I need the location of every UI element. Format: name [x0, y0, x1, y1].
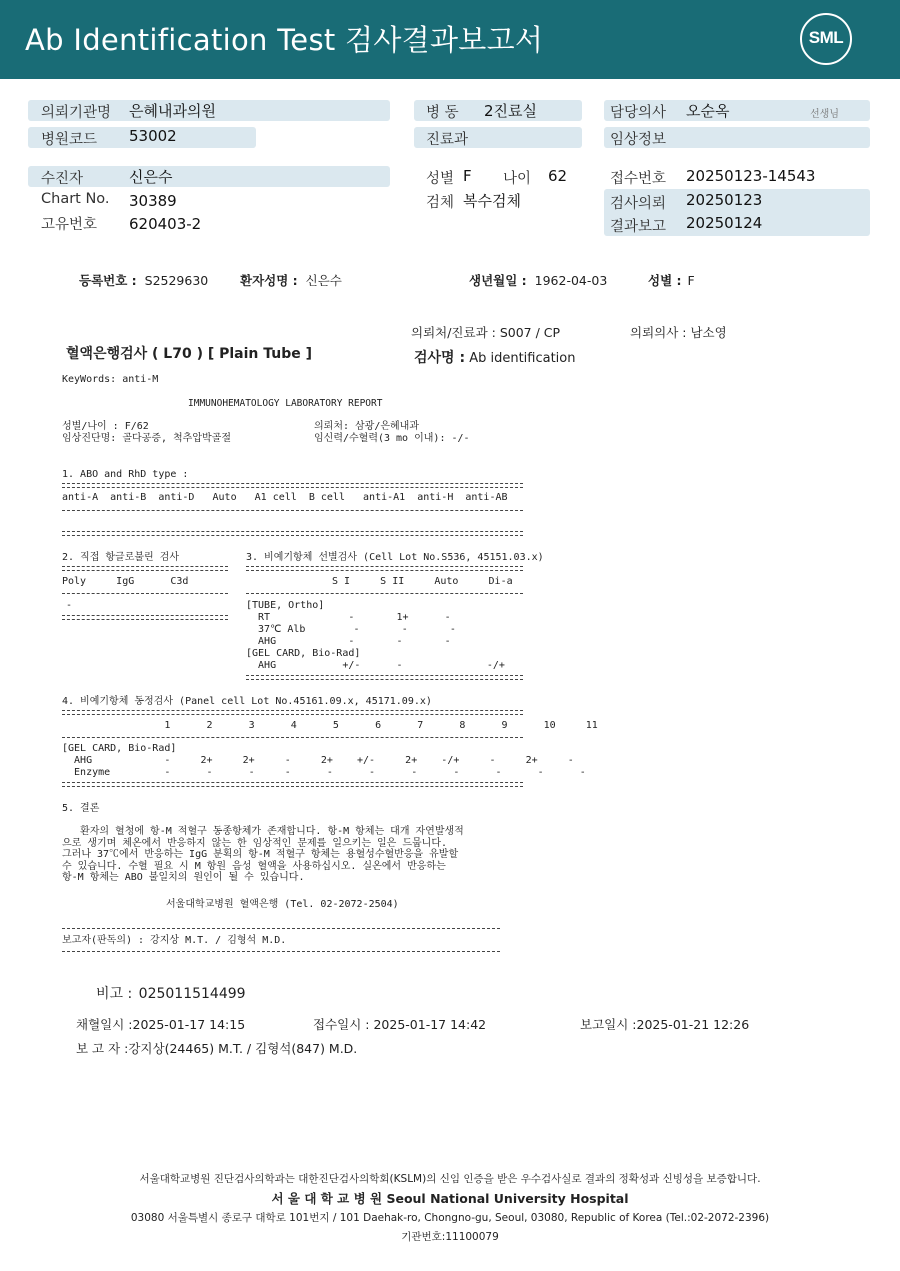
lab-title: IMMUNOHEMATOLOGY LABORATORY REPORT — [188, 398, 383, 409]
collect-label: 채혈일시 : — [76, 1017, 133, 1032]
report-date-value: 20250124 — [686, 214, 763, 232]
report-time-value: 2025-01-21 12:26 — [636, 1017, 750, 1032]
pregnancy: 임신력/수혈력(3 mo 이내): -/- — [314, 433, 470, 444]
result-text: 환자의 혈청에 항-M 적혈구 동종항체가 존재합니다. 항-M 항체는 대개 자연발생적 으로 생기며 체온에서 반응하지 않는 한 임상적인 문제를 일으키는 일은 드뭅니다. 그러나 37℃에서 반응하는 IgG 분획의 항-M 적혈구 항체는 용혈성수혈반응을 유발할 수 있습니다. 수혈 필요 시 M 항원 음성 혈액을 사용하십시오. 실온에서 반응하는 항-M 항체는 ABO 불일치의 원인이 될 수 있습니다. — [62, 826, 464, 883]
receive-value: 2025-01-17 14:42 — [373, 1017, 487, 1032]
report-reporter: 보고자(판독의) : 강지상 M.T. / 김형석 M.D. — [62, 935, 287, 946]
institution-number: 기관번호:11100079 — [401, 1231, 499, 1243]
collect-value: 2025-01-17 14:15 — [132, 1017, 246, 1032]
hospital-code-value: 53002 — [129, 127, 177, 145]
unique-no-label: 고유번호 — [41, 217, 98, 233]
separator — [62, 593, 228, 594]
test-name-label: 검사명 : — [414, 350, 466, 366]
summary-reporter-line — [76, 1039, 357, 1057]
order-doctor: 의뢰의사 : 남소영 — [630, 325, 727, 340]
reg-no-label: 등록번호 : — [79, 273, 137, 288]
sex-label: 성별 — [426, 171, 455, 187]
patient-name-value: 신은수 — [305, 273, 342, 288]
separator — [62, 566, 228, 571]
dat-columns: Poly IgG C3d — [62, 576, 189, 587]
keywords: KeyWords: anti-M — [62, 374, 159, 385]
requester: 의뢰처: 삼광/은혜내과 — [314, 421, 420, 432]
sml-logo — [800, 13, 852, 65]
test-title: 혈액은행검사 ( L70 ) [ Plain Tube ] — [66, 346, 313, 362]
summary-reporter-value: 강지상(24465) M.T. / 김형석(847) M.D. — [128, 1041, 358, 1056]
doctor-suffix: 선생님 — [810, 109, 839, 120]
order-dept: 의뢰처/진료과 : S007 / CP — [411, 325, 561, 340]
receive-label: 접수일시 : — [313, 1017, 370, 1032]
diagnosis: 임상진단명: 골다공증, 척추압박골절 — [62, 433, 231, 444]
result-title: 5. 결론 — [62, 803, 100, 814]
report-title: Ab Identification Test 검사결과보고서 — [25, 23, 544, 57]
reg-sex-line — [648, 271, 695, 289]
receipt-no-label: 접수번호 — [610, 171, 667, 187]
panel-rows: [GEL CARD, Bio-Rad] AHG - 2+ 2+ - 2+ +/- 2+ -/+ - 2+ - Enzyme - - - - - - - - - - - — [62, 743, 586, 778]
note-line — [96, 983, 246, 1003]
test-name-line — [414, 347, 575, 367]
hospital-address: 03080 서울특별시 종로구 대학로 101번지 / 101 Daehak-ro, Chongno-gu, Seoul, 03080, Republic of Korea (Tel.:02-2072-2396) — [130, 1212, 770, 1224]
unique-no-value: 620403-2 — [129, 215, 202, 233]
receipt-no-value: 20250123-14543 — [686, 167, 816, 185]
request-date-label: 검사의뢰 — [610, 196, 667, 212]
sex-value: F — [463, 167, 472, 185]
separator — [62, 951, 500, 952]
screen-rows: [TUBE, Ortho] RT - 1+ - 37℃ Alb - - - AHG - - - [GEL CARD, Bio-Rad] AHG +/- - -/+ — [246, 600, 505, 671]
abo-title: 1. ABO and RhD type : — [62, 469, 189, 480]
ward-label: 병 동 — [426, 105, 459, 121]
request-date-value: 20250123 — [686, 191, 763, 209]
separator — [62, 928, 500, 929]
hospital-name-ko: 서 울 대 학 교 병 원 — [271, 1191, 383, 1206]
doctor-value: 오순옥 — [686, 102, 730, 120]
birth-line — [469, 271, 607, 289]
summary-reporter-label: 보 고 자 : — [76, 1041, 129, 1056]
chart-no-label: Chart No. — [41, 191, 110, 207]
note-value: 025011514499 — [138, 986, 246, 1002]
birth-label: 생년월일 : — [469, 273, 527, 288]
hospital-name — [0, 1189, 900, 1207]
hospital-name-en: Seoul National University Hospital — [386, 1191, 629, 1206]
collect-line — [76, 1015, 245, 1033]
receive-line — [313, 1015, 486, 1033]
institution-value: 은혜내과의원 — [129, 102, 216, 120]
test-name-value: Ab identification — [469, 351, 576, 366]
panel-columns: 1 2 3 4 5 6 7 8 9 10 11 — [62, 720, 598, 731]
reg-no-value: S2529630 — [144, 273, 209, 288]
patient-label: 수진자 — [41, 171, 84, 187]
dat-title: 2. 직접 항글로불린 검사 — [62, 552, 180, 563]
chart-no-value: 30389 — [129, 192, 177, 210]
reg-no-line — [79, 271, 208, 289]
patient-name-label: 환자성명 : — [240, 273, 298, 288]
age-label: 나이 — [503, 171, 532, 187]
separator — [246, 675, 523, 680]
report-time-line — [580, 1015, 749, 1033]
separator — [62, 483, 523, 488]
hospital-code-label: 병원코드 — [41, 132, 98, 148]
abo-columns: anti-A anti-B anti-D Auto A1 cell B cell anti-A1 anti-H anti-AB — [62, 492, 508, 503]
patient-value: 신은수 — [129, 168, 173, 186]
clinical-label: 임상정보 — [610, 132, 667, 148]
separator — [246, 566, 523, 571]
separator — [62, 615, 228, 620]
header-bar — [0, 0, 900, 79]
reg-sex-value: F — [687, 273, 695, 288]
note-label: 비고 : — [96, 986, 133, 1002]
doctor-label: 담당의사 — [610, 105, 667, 121]
separator — [62, 737, 523, 738]
report-time-label: 보고일시 : — [580, 1017, 637, 1032]
department-label: 진료과 — [426, 132, 469, 148]
blood-bank: 서울대학교병원 혈액은행 (Tel. 02-2072-2504) — [166, 899, 399, 910]
separator — [62, 531, 523, 536]
screen-title: 3. 비예기항체 선별검사 (Cell Lot No.S536, 45151.03.x) — [246, 552, 544, 563]
sex-age: 성별/나이 : F/62 — [62, 421, 149, 432]
dat-value: - — [66, 600, 73, 611]
report-date-label: 결과보고 — [610, 219, 667, 235]
institution-label: 의뢰기관명 — [41, 105, 112, 121]
reg-sex-label: 성별 : — [648, 273, 682, 288]
certification-note: 서울대학교병원 진단검사의학과는 대한진단검사의학회(KSLM)의 신임 인증을 받은 우수검사실로 결과의 정확성과 신빙성을 보증합니다. — [139, 1173, 761, 1185]
separator — [246, 593, 523, 594]
birth-value: 1962-04-03 — [534, 273, 608, 288]
screen-columns: S I S II Auto Di-a — [332, 576, 513, 587]
separator — [62, 782, 523, 787]
patient-name-line — [240, 271, 342, 289]
separator — [62, 510, 523, 511]
separator — [62, 710, 523, 715]
ward-value: 2진료실 — [484, 102, 538, 120]
logo-text: SML — [808, 28, 844, 47]
specimen-value: 복수검체 — [463, 192, 521, 210]
panel-title: 4. 비예기항체 동정검사 (Panel cell Lot No.45161.09.x, 45171.09.x) — [62, 696, 432, 707]
age-value: 62 — [548, 167, 568, 185]
specimen-label: 검체 — [426, 195, 455, 211]
